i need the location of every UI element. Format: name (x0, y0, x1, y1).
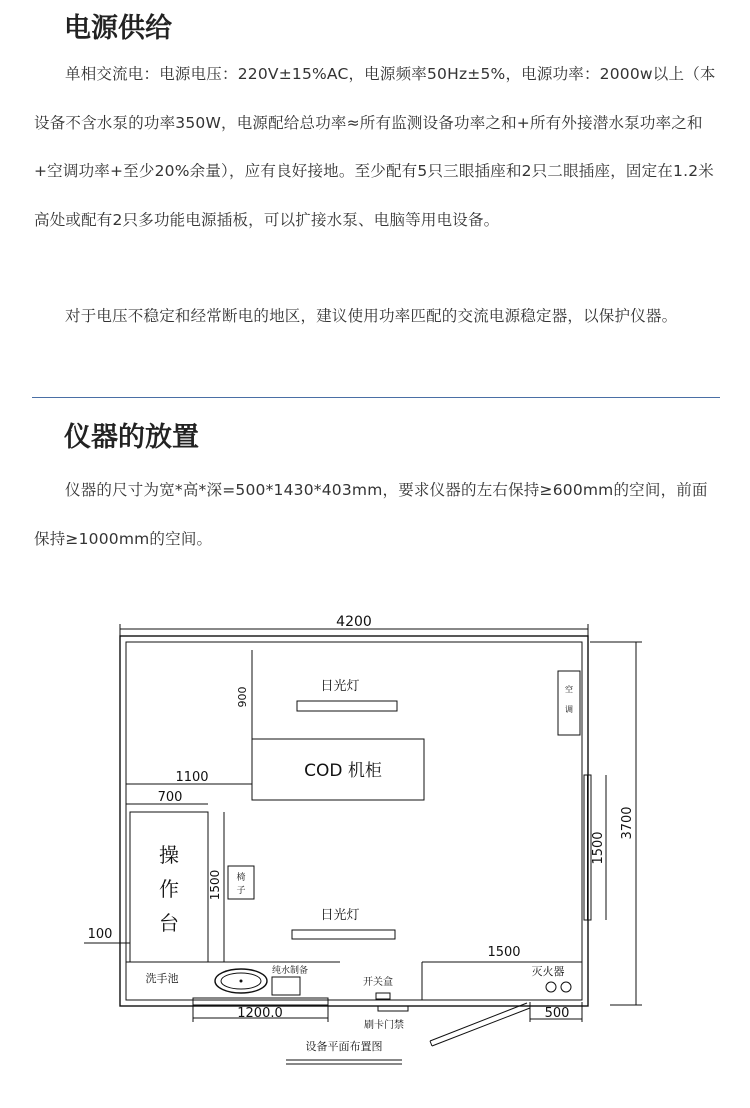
chair-label-2: 子 (236, 886, 246, 896)
desk-label-1: 操 (159, 843, 179, 867)
water-label: 纯水制备 (271, 966, 309, 976)
air-conditioner (558, 671, 580, 735)
ac-label-2: 调 (565, 705, 573, 714)
extinguisher-label: 灭火器 (531, 965, 565, 978)
ac-label-1: 空 (565, 685, 573, 694)
cod-cabinet-label: COD 机柜 (304, 761, 382, 781)
dim-width: 4200 (336, 614, 372, 630)
floor-plan-diagram (0, 590, 750, 1090)
dim-desk-length: 1500 (208, 869, 222, 901)
water-purifier (272, 977, 300, 995)
power-supply-paragraph-1: 单相交流电：电源电压：220V±15%AC，电源频率50Hz±5%，电源功率：2000w以上（本设备不含水泵的功率350W，电源配给总功率≈所有监测设备功率之和+所有外接潜水泵功率之和+空调功率+至少20%余量），应有良好接地。至少配有5只三眼插座和2只二眼插座，固定在1.2米高处或配有2只多功能电源插板，可以扩接水泵、电脑等用电设备。 (34, 65, 716, 229)
desk-label-2: 作 (159, 877, 179, 901)
bottom-window (193, 998, 328, 1005)
dim-right-window: 1500 (591, 831, 606, 865)
desk-label-3: 台 (159, 911, 179, 935)
section-divider (32, 397, 720, 398)
dim-bottom-right: 1500 (487, 945, 521, 960)
power-supply-paragraph-2: 对于电压不稳定和经常断电的地区，建议使用功率匹配的交流电源稳定器，以保护仪器。 (65, 307, 678, 325)
light-top-label: 日光灯 (320, 679, 360, 694)
sink-label: 洗手池 (145, 972, 179, 985)
switch-label: 开关盒 (363, 977, 393, 988)
dim-bottom-window: 1200.0 (237, 1006, 283, 1021)
dim-cabinet-offset: 1100 (175, 770, 209, 785)
floor-plan-caption: 设备平面布置图 (305, 1040, 383, 1053)
dim-desk-width: 700 (157, 790, 183, 805)
switch-box (376, 993, 390, 999)
dim-desk-margin: 100 (87, 927, 113, 942)
light-bottom-label: 日光灯 (320, 908, 360, 923)
placement-paragraph: 仪器的尺寸为宽*高*深=500*1430*403mm，要求仪器的左右保持≥600mm的空间，前面保持≥1000mm的空间。 (34, 481, 708, 548)
light-bottom (292, 930, 395, 939)
placement-title: 仪器的放置 (64, 422, 199, 453)
extinguisher-1 (546, 982, 556, 992)
chair-label-1: 椅 (236, 873, 246, 883)
door-reader (378, 1006, 408, 1011)
extinguisher-2 (561, 982, 571, 992)
door-label: 刷卡门禁 (364, 1020, 404, 1031)
dim-cabinet-gap: 900 (236, 686, 249, 708)
light-top (297, 701, 397, 711)
door-leaf (430, 1003, 530, 1046)
dim-height: 3700 (620, 806, 635, 840)
power-supply-title: 电源供给 (64, 13, 172, 44)
dim-door: 500 (544, 1006, 570, 1021)
